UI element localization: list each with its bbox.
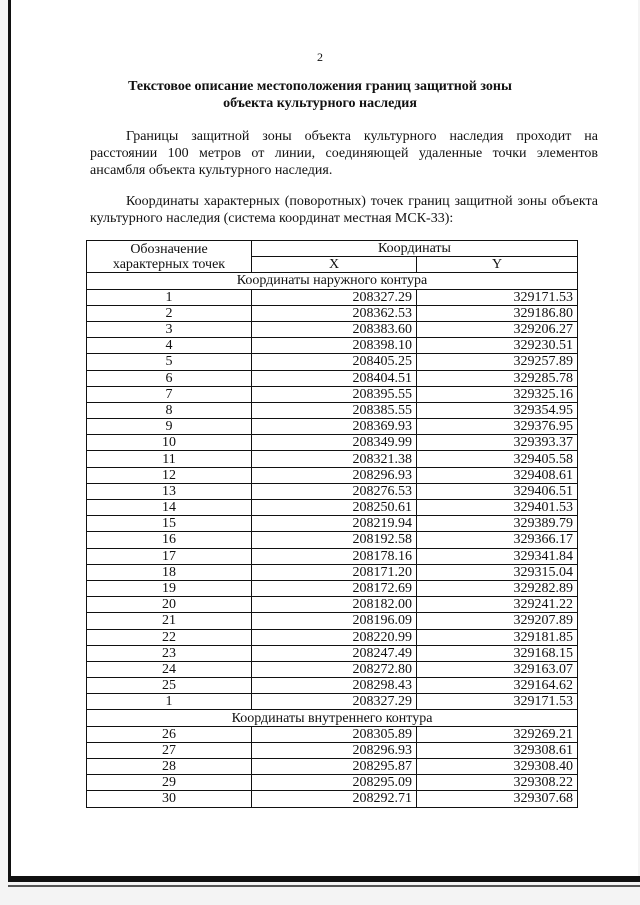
table-row bbox=[87, 402, 578, 418]
y-coordinate-cell: 329406.51 bbox=[417, 483, 578, 499]
point-number-cell: 4 bbox=[87, 338, 252, 354]
table-row bbox=[87, 305, 578, 321]
table-row bbox=[87, 580, 578, 596]
table-row bbox=[87, 516, 578, 532]
table-row bbox=[87, 597, 578, 613]
table-row bbox=[87, 548, 578, 564]
y-coordinate-cell: 329282.89 bbox=[417, 580, 578, 596]
x-coordinate-cell: 208295.09 bbox=[252, 775, 417, 791]
x-coordinate-cell: 208182.00 bbox=[252, 597, 417, 613]
x-coordinate-cell: 208404.51 bbox=[252, 370, 417, 386]
y-coordinate-cell: 329230.51 bbox=[417, 338, 578, 354]
table-row bbox=[87, 386, 578, 402]
table-row bbox=[87, 370, 578, 386]
table-row bbox=[87, 742, 578, 758]
paragraph-2-text: Координаты характерных (поворотных) точек границ защитной зоны объекта культурного наследия (система координат местная МСК-33): bbox=[90, 194, 598, 226]
y-coordinate-cell: 329257.89 bbox=[417, 354, 578, 370]
y-coordinate-cell: 329341.84 bbox=[417, 548, 578, 564]
coordinates-table bbox=[86, 240, 578, 808]
coordinates-header: Координаты bbox=[252, 241, 578, 257]
table-row bbox=[87, 661, 578, 677]
table-row bbox=[87, 791, 578, 807]
y-coordinate-cell: 329308.61 bbox=[417, 742, 578, 758]
point-designation-header-line1: Обозначение bbox=[130, 241, 208, 257]
coordinates-table-body bbox=[87, 273, 578, 807]
x-coordinate-cell: 208327.29 bbox=[252, 289, 417, 305]
y-coordinate-cell: 329171.53 bbox=[417, 289, 578, 305]
x-coordinate-cell: 208250.61 bbox=[252, 500, 417, 516]
x-coordinate-cell: 208178.16 bbox=[252, 548, 417, 564]
document-title bbox=[0, 78, 640, 112]
point-number-cell: 22 bbox=[87, 629, 252, 645]
coordinates-intro-paragraph bbox=[90, 193, 598, 227]
x-coordinate-cell: 208296.93 bbox=[252, 742, 417, 758]
scan-border-bottom bbox=[8, 876, 640, 882]
y-coordinate-cell: 329325.16 bbox=[417, 386, 578, 402]
table-row bbox=[87, 354, 578, 370]
x-coordinate-cell: 208349.99 bbox=[252, 435, 417, 451]
x-coordinate-cell: 208395.55 bbox=[252, 386, 417, 402]
point-number-cell: 25 bbox=[87, 678, 252, 694]
x-coordinate-cell: 208298.43 bbox=[252, 678, 417, 694]
y-coordinate-cell: 329207.89 bbox=[417, 613, 578, 629]
table-row bbox=[87, 629, 578, 645]
inner-contour-section bbox=[87, 710, 578, 726]
y-coordinate-cell: 329181.85 bbox=[417, 629, 578, 645]
table-row bbox=[87, 435, 578, 451]
point-number-cell: 28 bbox=[87, 759, 252, 775]
x-coordinate-cell: 208192.58 bbox=[252, 532, 417, 548]
y-coordinate-cell: 329366.17 bbox=[417, 532, 578, 548]
table-row bbox=[87, 678, 578, 694]
table-row bbox=[87, 694, 578, 710]
y-coordinate-cell: 329206.27 bbox=[417, 321, 578, 337]
table-row bbox=[87, 564, 578, 580]
x-coordinate-cell: 208327.29 bbox=[252, 694, 417, 710]
point-number-cell: 15 bbox=[87, 516, 252, 532]
title-line-2: объекта культурного наследия bbox=[223, 96, 417, 111]
paragraph-1-text: Границы защитной зоны объекта культурного наследия проходит на расстоянии 100 метров от линии, соединяющей удаленные точки элементов ансамбля объекта культурного наследия. bbox=[90, 129, 598, 178]
x-coordinate-cell: 208276.53 bbox=[252, 483, 417, 499]
point-number-cell: 1 bbox=[87, 694, 252, 710]
outer-contour-section bbox=[87, 273, 578, 289]
title-line-1: Текстовое описание местоположения границ защитной зоны bbox=[128, 79, 512, 94]
y-coordinate-cell: 329308.22 bbox=[417, 775, 578, 791]
x-coordinate-cell: 208296.93 bbox=[252, 467, 417, 483]
point-number-cell: 5 bbox=[87, 354, 252, 370]
point-number-cell: 1 bbox=[87, 289, 252, 305]
point-number-cell: 3 bbox=[87, 321, 252, 337]
y-coordinate-cell: 329308.40 bbox=[417, 759, 578, 775]
x-coordinate-cell: 208369.93 bbox=[252, 419, 417, 435]
scan-border-bottom-shadow bbox=[8, 885, 640, 887]
point-number-cell: 27 bbox=[87, 742, 252, 758]
x-coordinate-cell: 208196.09 bbox=[252, 613, 417, 629]
point-number-cell: 14 bbox=[87, 500, 252, 516]
x-coordinate-cell: 208247.49 bbox=[252, 645, 417, 661]
x-coordinate-cell: 208321.38 bbox=[252, 451, 417, 467]
table-row bbox=[87, 321, 578, 337]
y-coordinate-cell: 329354.95 bbox=[417, 402, 578, 418]
y-coordinate-cell: 329163.07 bbox=[417, 661, 578, 677]
scan-border-left bbox=[8, 0, 11, 882]
y-header: Y bbox=[417, 257, 578, 273]
point-number-cell: 6 bbox=[87, 370, 252, 386]
x-coordinate-cell: 208362.53 bbox=[252, 305, 417, 321]
y-coordinate-cell: 329405.58 bbox=[417, 451, 578, 467]
point-number-cell: 2 bbox=[87, 305, 252, 321]
point-number-cell: 8 bbox=[87, 402, 252, 418]
y-coordinate-cell: 329164.62 bbox=[417, 678, 578, 694]
x-coordinate-cell: 208220.99 bbox=[252, 629, 417, 645]
table-row bbox=[87, 289, 578, 305]
point-number-cell: 10 bbox=[87, 435, 252, 451]
table-row bbox=[87, 775, 578, 791]
y-coordinate-cell: 329269.21 bbox=[417, 726, 578, 742]
x-coordinate-cell: 208272.80 bbox=[252, 661, 417, 677]
x-coordinate-cell: 208171.20 bbox=[252, 564, 417, 580]
point-designation-header-line2: характерных точек bbox=[112, 256, 226, 272]
table-row bbox=[87, 726, 578, 742]
y-coordinate-cell: 329168.15 bbox=[417, 645, 578, 661]
table-row bbox=[87, 451, 578, 467]
y-coordinate-cell: 329285.78 bbox=[417, 370, 578, 386]
x-coordinate-cell: 208292.71 bbox=[252, 791, 417, 807]
point-number-cell: 24 bbox=[87, 661, 252, 677]
point-number-cell: 17 bbox=[87, 548, 252, 564]
y-coordinate-cell: 329171.53 bbox=[417, 694, 578, 710]
y-coordinate-cell: 329401.53 bbox=[417, 500, 578, 516]
point-number-cell: 16 bbox=[87, 532, 252, 548]
x-coordinate-cell: 208383.60 bbox=[252, 321, 417, 337]
x-coordinate-cell: 208172.69 bbox=[252, 580, 417, 596]
boundary-description-paragraph bbox=[90, 128, 598, 179]
x-coordinate-cell: 208219.94 bbox=[252, 516, 417, 532]
point-number-cell: 20 bbox=[87, 597, 252, 613]
point-number-cell: 11 bbox=[87, 451, 252, 467]
point-number-cell: 29 bbox=[87, 775, 252, 791]
y-coordinate-cell: 329186.80 bbox=[417, 305, 578, 321]
y-coordinate-cell: 329241.22 bbox=[417, 597, 578, 613]
y-coordinate-cell: 329408.61 bbox=[417, 467, 578, 483]
point-number-cell: 21 bbox=[87, 613, 252, 629]
x-coordinate-cell: 208305.89 bbox=[252, 726, 417, 742]
x-coordinate-cell: 208398.10 bbox=[252, 338, 417, 354]
point-number-cell: 30 bbox=[87, 791, 252, 807]
point-designation-header bbox=[87, 241, 252, 273]
point-number-cell: 18 bbox=[87, 564, 252, 580]
table-row bbox=[87, 532, 578, 548]
point-number-cell: 12 bbox=[87, 467, 252, 483]
point-number-cell: 7 bbox=[87, 386, 252, 402]
table-row bbox=[87, 338, 578, 354]
x-coordinate-cell: 208295.87 bbox=[252, 759, 417, 775]
table-row bbox=[87, 467, 578, 483]
x-header: X bbox=[252, 257, 417, 273]
point-number-cell: 13 bbox=[87, 483, 252, 499]
table-row bbox=[87, 483, 578, 499]
y-coordinate-cell: 329315.04 bbox=[417, 564, 578, 580]
point-number-cell: 26 bbox=[87, 726, 252, 742]
table-row bbox=[87, 500, 578, 516]
table-row bbox=[87, 613, 578, 629]
x-coordinate-cell: 208405.25 bbox=[252, 354, 417, 370]
table-row bbox=[87, 419, 578, 435]
inner-contour-section-title: Координаты внутреннего контура bbox=[87, 710, 578, 726]
y-coordinate-cell: 329376.95 bbox=[417, 419, 578, 435]
x-coordinate-cell: 208385.55 bbox=[252, 402, 417, 418]
y-coordinate-cell: 329307.68 bbox=[417, 791, 578, 807]
point-number-cell: 9 bbox=[87, 419, 252, 435]
y-coordinate-cell: 329389.79 bbox=[417, 516, 578, 532]
page-number: 2 bbox=[317, 50, 323, 64]
table-row bbox=[87, 645, 578, 661]
outer-contour-section-title: Координаты наружного контура bbox=[87, 273, 578, 289]
y-coordinate-cell: 329393.37 bbox=[417, 435, 578, 451]
point-number-cell: 19 bbox=[87, 580, 252, 596]
table-row bbox=[87, 759, 578, 775]
point-number-cell: 23 bbox=[87, 645, 252, 661]
